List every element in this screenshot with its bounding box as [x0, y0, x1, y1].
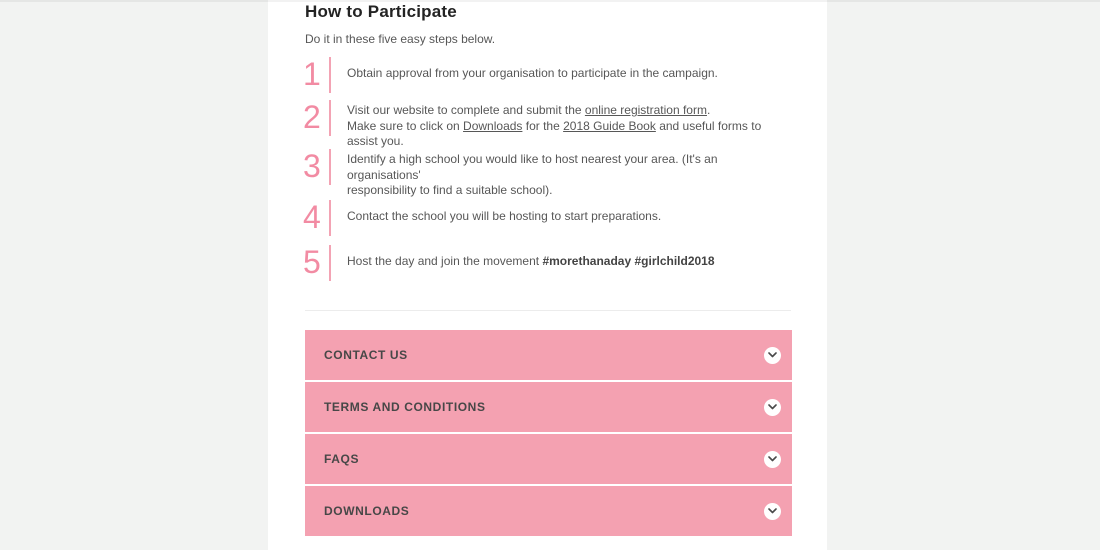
page-subtitle: Do it in these five easy steps below.	[305, 32, 496, 46]
accordion-contact-us-label: CONTACT US	[324, 348, 408, 362]
chevron-down-icon[interactable]	[764, 451, 781, 468]
step-4	[303, 200, 793, 236]
step-1	[303, 57, 793, 93]
accordion-terms-label: TERMS AND CONDITIONS	[324, 400, 486, 414]
step-2-number: 2	[303, 99, 321, 135]
main-content-panel	[268, 0, 827, 550]
step-2-line-2	[347, 119, 777, 150]
step-5-line-1	[347, 254, 715, 270]
accordion-downloads-label: DOWNLOADS	[324, 504, 410, 518]
chevron-down-icon[interactable]	[764, 399, 781, 416]
top-edge-shadow	[0, 0, 1100, 2]
step-4-line-1: Contact the school you will be hosting to start preparations.	[347, 209, 662, 223]
step-3-text	[347, 149, 777, 199]
step-5	[303, 245, 793, 281]
accordion-downloads[interactable]	[305, 486, 792, 536]
accordion-terms-and-conditions[interactable]	[305, 382, 792, 432]
chevron-down-icon[interactable]	[764, 503, 781, 520]
downloads-link[interactable]: Downloads	[463, 118, 523, 133]
step-2-divider-bar	[329, 100, 331, 136]
step-4-text	[347, 200, 661, 225]
step-3-line-1: Identify a high school you would like to host nearest your area. (It's an organisations'	[347, 152, 718, 182]
step-5-text	[347, 245, 715, 270]
step-2-text-part: Make sure to click on	[347, 118, 464, 133]
step-1-number: 1	[303, 56, 321, 92]
page-title: How to Participate	[305, 2, 457, 21]
step-2-text-part: .	[706, 103, 711, 117]
accordion-list	[305, 330, 792, 538]
guide-book-link[interactable]: 2018 Guide Book	[563, 118, 656, 133]
step-3-number: 3	[303, 148, 321, 184]
accordion-contact-us[interactable]	[305, 330, 792, 380]
step-2-text-part: and useful forms to assist you.	[347, 118, 762, 148]
step-2	[303, 100, 793, 150]
step-3-divider-bar	[329, 149, 331, 185]
step-2-text-part: Visit our website to complete and submit the	[347, 103, 585, 117]
hashtags: #morethanaday #girlchild2018	[542, 254, 715, 268]
step-1-text	[347, 57, 718, 82]
step-2-text-part: for the	[522, 118, 564, 133]
chevron-down-icon[interactable]	[764, 347, 781, 364]
step-3-line-2: responsibility to find a suitable school).	[347, 183, 553, 197]
step-1-line-1: Obtain approval from your organisation to participate in the campaign.	[347, 66, 718, 80]
accordion-faqs-label: FAQS	[324, 452, 360, 466]
step-5-text-part: Host the day and join the movement	[347, 254, 543, 268]
step-5-number: 5	[303, 244, 321, 280]
section-divider	[305, 310, 791, 311]
step-2-text	[347, 100, 777, 150]
accordion-faqs[interactable]	[305, 434, 792, 484]
step-1-divider-bar	[329, 57, 331, 93]
step-4-number: 4	[303, 199, 321, 235]
step-4-divider-bar	[329, 200, 331, 236]
step-3	[303, 149, 793, 199]
step-2-line-1	[347, 103, 777, 119]
online-registration-form-link[interactable]: online registration form	[584, 103, 707, 117]
step-5-divider-bar	[329, 245, 331, 281]
